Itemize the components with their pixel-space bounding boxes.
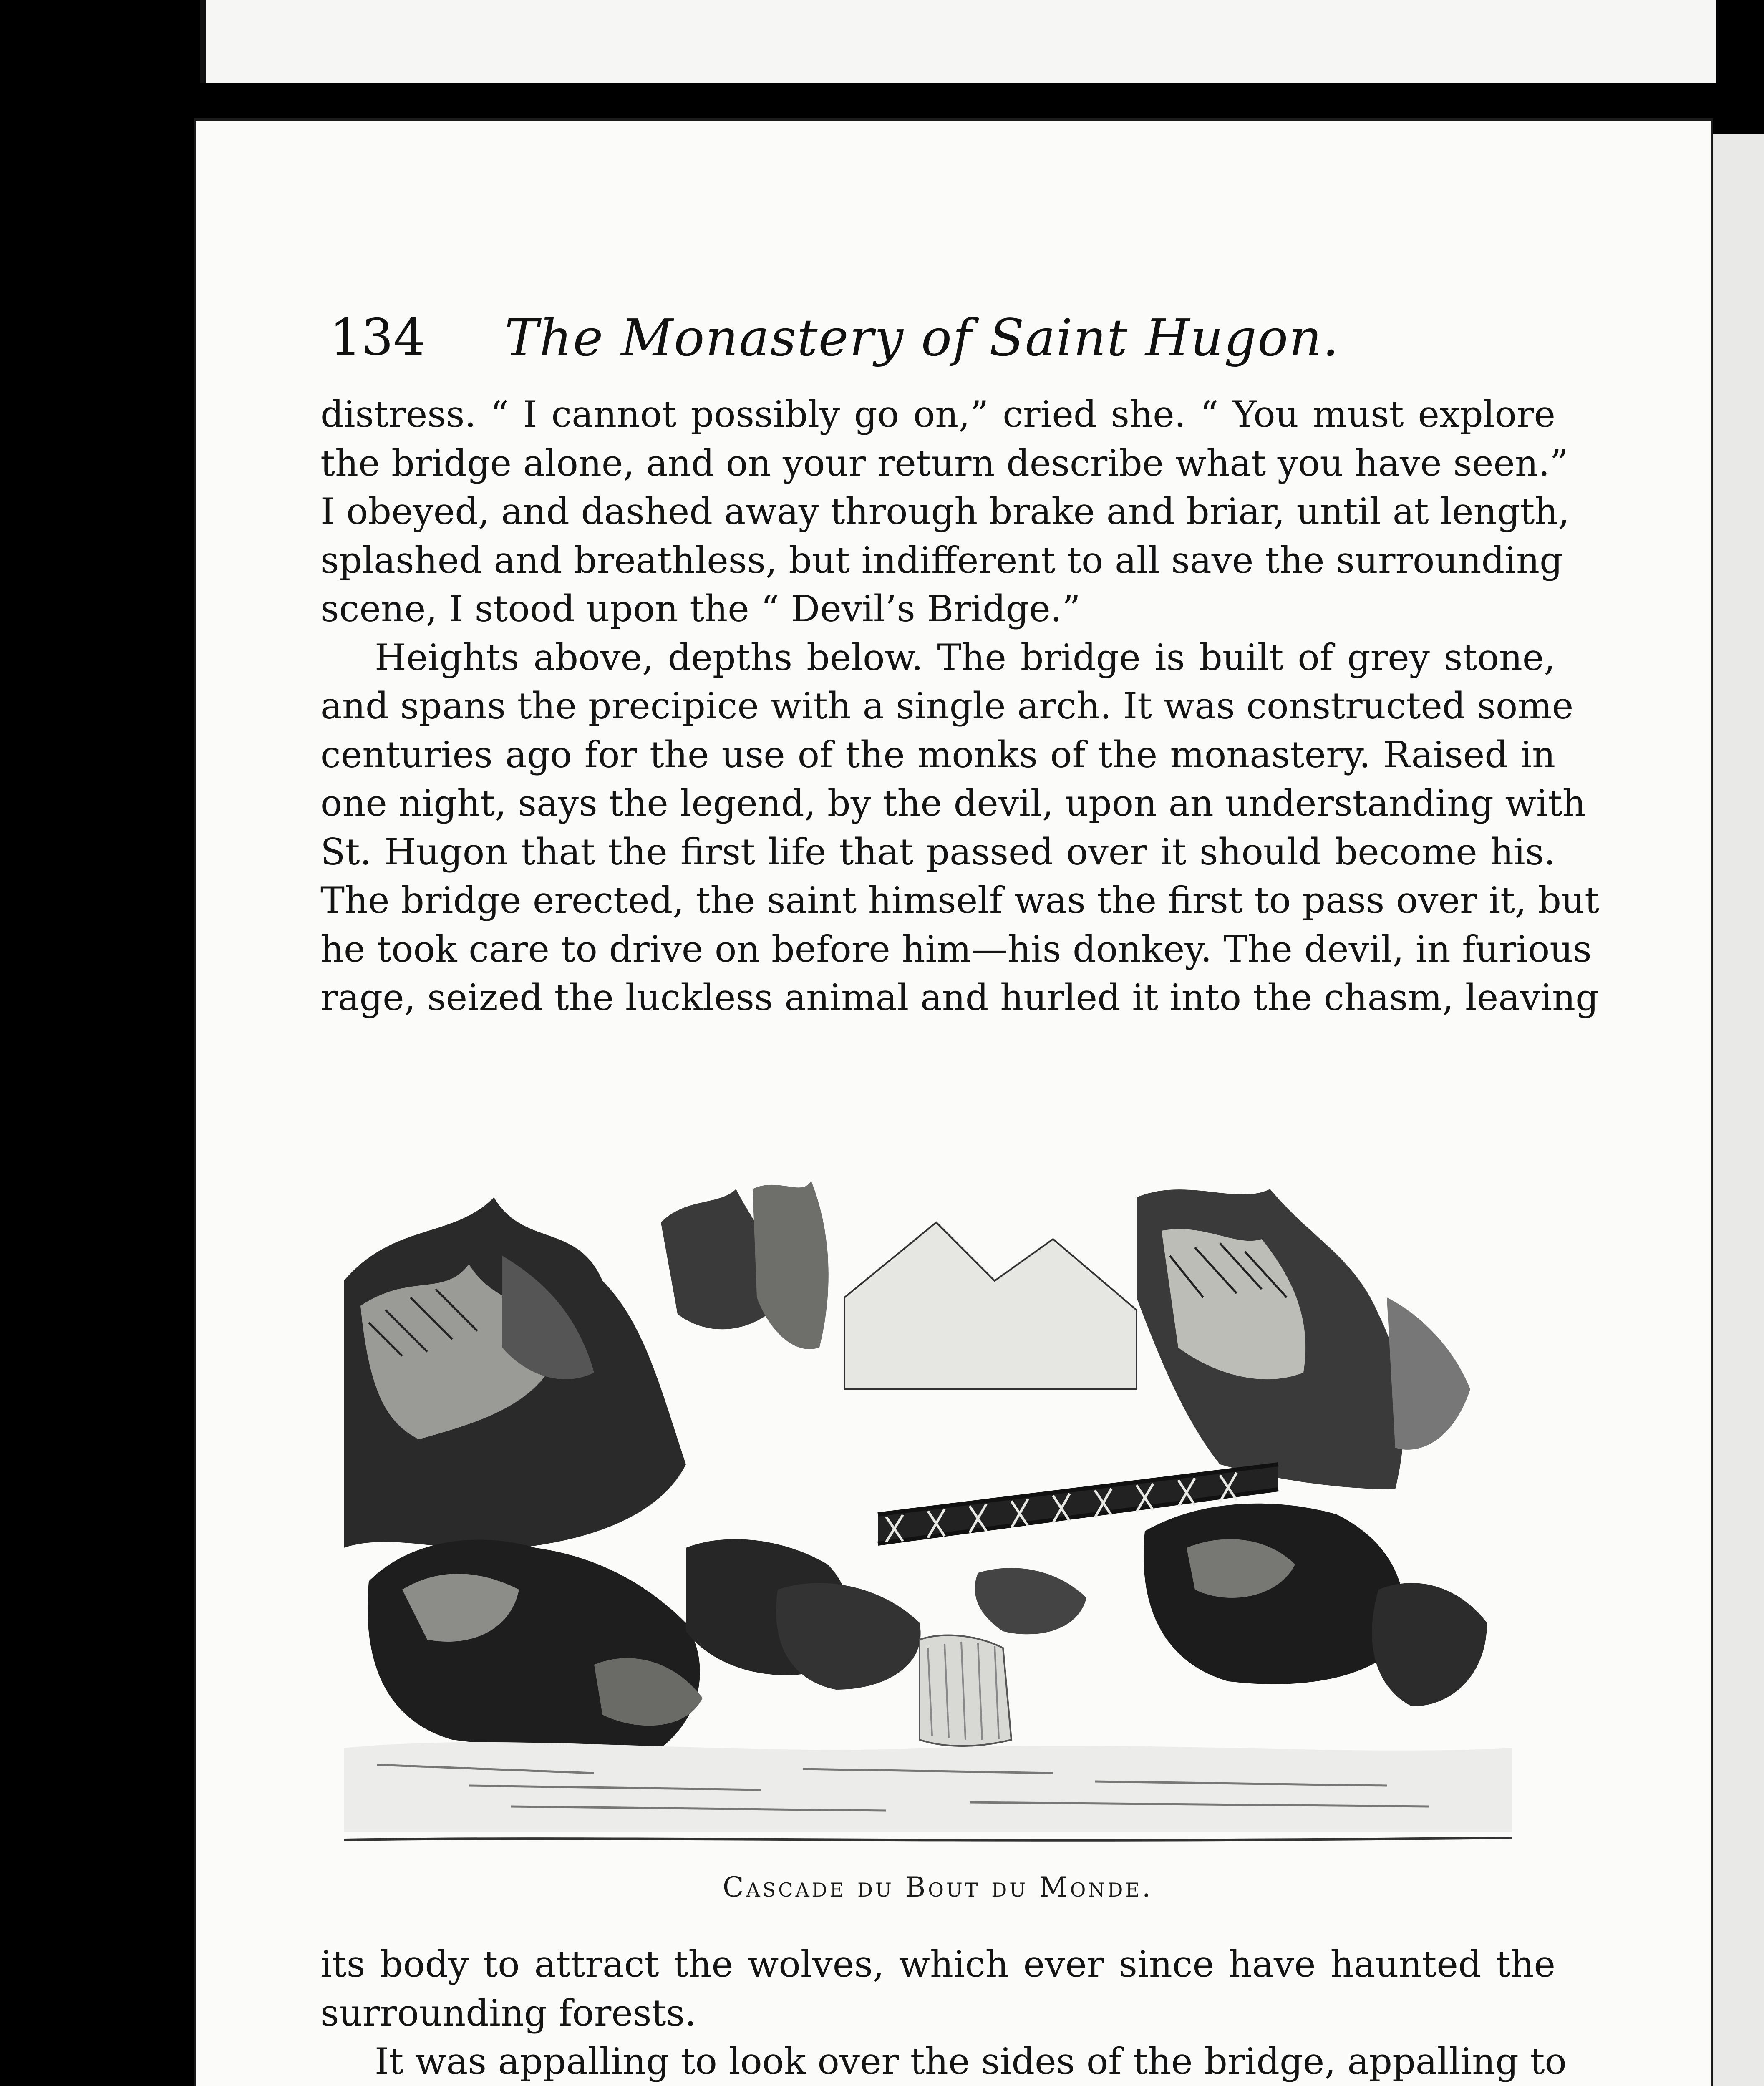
text-line: and spans the precipice with a single arch. It was constructed some bbox=[320, 685, 1574, 727]
text-line: one night, says the legend, by the devil, upon an understanding with bbox=[320, 782, 1586, 824]
text-line: distress. “ I cannot possibly go on,” cried she. “ You must explore bbox=[320, 393, 1555, 436]
body-text-top bbox=[320, 390, 1600, 1022]
text-line: St. Hugon that the first life that passed over it should become his. bbox=[320, 830, 1555, 873]
text-line: The bridge erected, the saint himself was the first to pass over it, but bbox=[320, 879, 1600, 922]
text-line: splashed and breathless, but indifferent to all save the surrounding bbox=[320, 539, 1563, 582]
text-line: It was appalling to look over the sides of the bridge, appalling to bbox=[375, 2040, 1567, 2083]
adjacent-page-right-edge bbox=[1706, 134, 1764, 2086]
text-line: the bridge alone, and on your return describe what you have seen.” bbox=[320, 441, 1569, 484]
text-line: he took care to drive on before him—his donkey. The devil, in furious bbox=[320, 927, 1592, 970]
body-text-bottom bbox=[320, 1940, 1567, 2086]
adjacent-page-top-edge bbox=[200, 0, 1716, 83]
text-line: centuries ago for the use of the monks of the monastery. Raised in bbox=[320, 733, 1555, 776]
text-line: Heights above, depths below. The bridge is built of grey stone, bbox=[375, 636, 1555, 679]
figure-caption: Cascade du Bout du Monde. bbox=[723, 1871, 1153, 1903]
text-line: its body to attract the wolves, which ever since have haunted the bbox=[320, 1943, 1555, 1985]
text-line: scene, I stood upon the “ Devil’s Bridge.” bbox=[320, 587, 1081, 630]
page-number: 134 bbox=[330, 309, 426, 367]
book-page bbox=[196, 121, 1711, 2086]
running-title: The Monastery of Saint Hugon. bbox=[504, 308, 1340, 368]
engraving-illustration bbox=[344, 1172, 1512, 1865]
text-line: surrounding forests. bbox=[320, 1991, 696, 2034]
text-line: rage, seized the luckless animal and hurled it into the chasm, leaving bbox=[320, 976, 1599, 1019]
text-line: I obeyed, and dashed away through brake and briar, until at length, bbox=[320, 490, 1570, 533]
page-header bbox=[330, 296, 1515, 380]
